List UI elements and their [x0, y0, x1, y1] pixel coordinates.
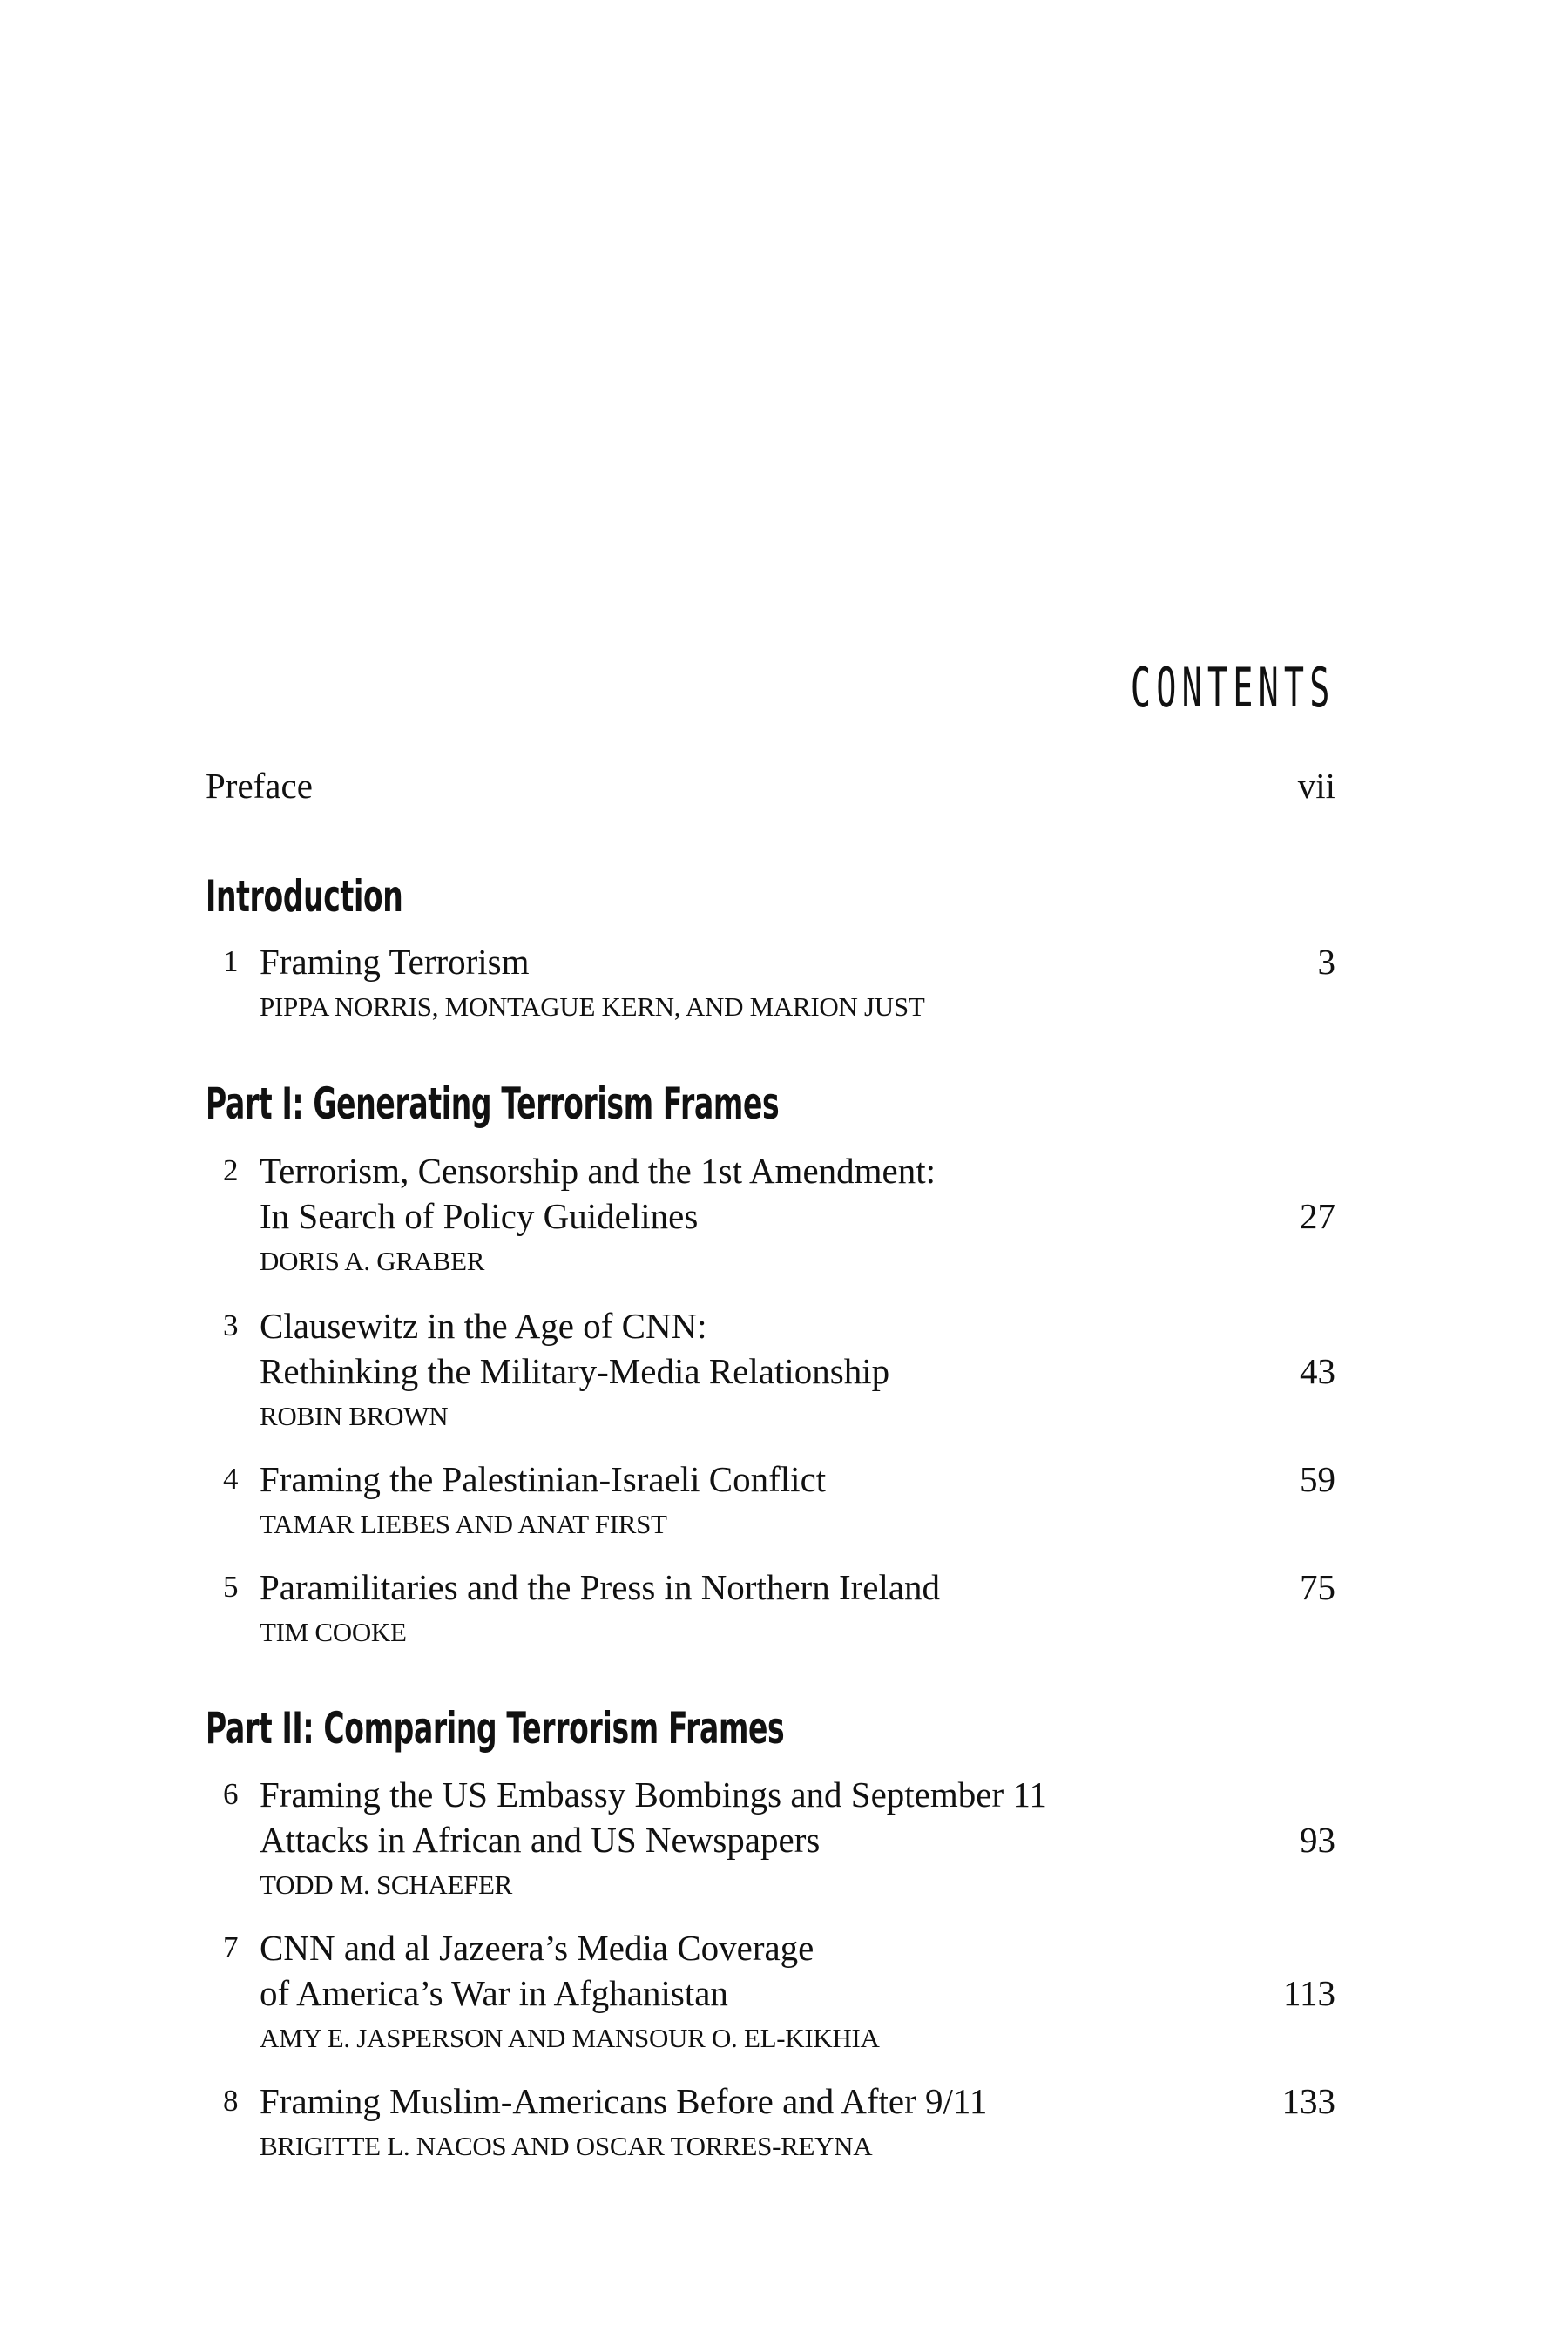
chapter-number: 6 — [223, 1777, 239, 1811]
section-heading-part-1: Part I: Generating Terrorism Frames — [206, 1078, 780, 1129]
chapter-title-line: Framing Terrorism — [260, 942, 530, 982]
preface-page-number: vii — [1297, 766, 1335, 806]
chapter-title-line: Attacks in African and US Newspapers — [260, 1820, 821, 1860]
chapter-number: 4 — [223, 1462, 239, 1496]
chapter-title-line: In Search of Policy Guidelines — [260, 1196, 699, 1236]
chapter-page-number: 113 — [1283, 1973, 1335, 2013]
chapter-authors: PIPPA NORRIS, MONTAGUE KERN, AND MARION JUST — [260, 991, 925, 1022]
chapter-page-number: 75 — [1300, 1567, 1335, 1607]
chapter-authors: AMY E. JASPERSON AND MANSOUR O. EL-KIKHIA — [260, 2023, 880, 2053]
chapter-title-line: Paramilitaries and the Press in Northern Ireland — [260, 1567, 941, 1607]
chapter-authors: ROBIN BROWN — [260, 1401, 449, 1431]
chapter-authors: BRIGITTE L. NACOS AND OSCAR TORRES-REYNA — [260, 2131, 873, 2161]
chapter-title-line: CNN and al Jazeera’s Media Coverage — [260, 1928, 814, 1968]
page-title: CONTENTS — [1131, 656, 1335, 720]
toc-entry-preface[interactable] — [206, 765, 1335, 817]
chapter-page-number: 43 — [1300, 1351, 1335, 1391]
chapter-number: 2 — [223, 1153, 239, 1187]
chapter-page-number: 27 — [1300, 1196, 1335, 1236]
chapter-authors: TAMAR LIEBES AND ANAT FIRST — [260, 1509, 667, 1539]
chapter-number: 3 — [223, 1308, 239, 1342]
chapter-authors: DORIS A. GRABER — [260, 1246, 485, 1276]
chapter-number: 7 — [223, 1930, 239, 1964]
chapter-title-line: Terrorism, Censorship and the 1st Amendment: — [260, 1151, 936, 1191]
chapter-title-line: Clausewitz in the Age of CNN: — [260, 1306, 707, 1346]
chapter-title-line: of America’s War in Afghanistan — [260, 1973, 728, 2013]
chapter-authors: TODD M. SCHAEFER — [260, 1869, 513, 1900]
chapter-title-line: Framing Muslim-Americans Before and After 9/11 — [260, 2081, 988, 2121]
chapter-title-line: Framing the Palestinian-Israeli Conflict — [260, 1459, 827, 1499]
chapter-number: 1 — [223, 944, 239, 978]
section-heading-introduction: Introduction — [206, 871, 403, 922]
chapter-number: 8 — [223, 2084, 239, 2118]
chapter-page-number: 59 — [1300, 1459, 1335, 1499]
chapter-number: 5 — [223, 1570, 239, 1604]
chapter-page-number: 133 — [1281, 2081, 1335, 2121]
chapter-authors: TIM COOKE — [260, 1617, 407, 1647]
chapter-title-line: Framing the US Embassy Bombings and September 11 — [260, 1774, 1047, 1815]
chapter-page-number: 3 — [1317, 942, 1335, 982]
section-heading-part-2: Part II: Comparing Terrorism Frames — [206, 1703, 785, 1754]
chapter-title-line: Rethinking the Military-Media Relationship — [260, 1351, 890, 1391]
chapter-page-number: 93 — [1300, 1820, 1335, 1860]
preface-label: Preface — [206, 766, 313, 806]
